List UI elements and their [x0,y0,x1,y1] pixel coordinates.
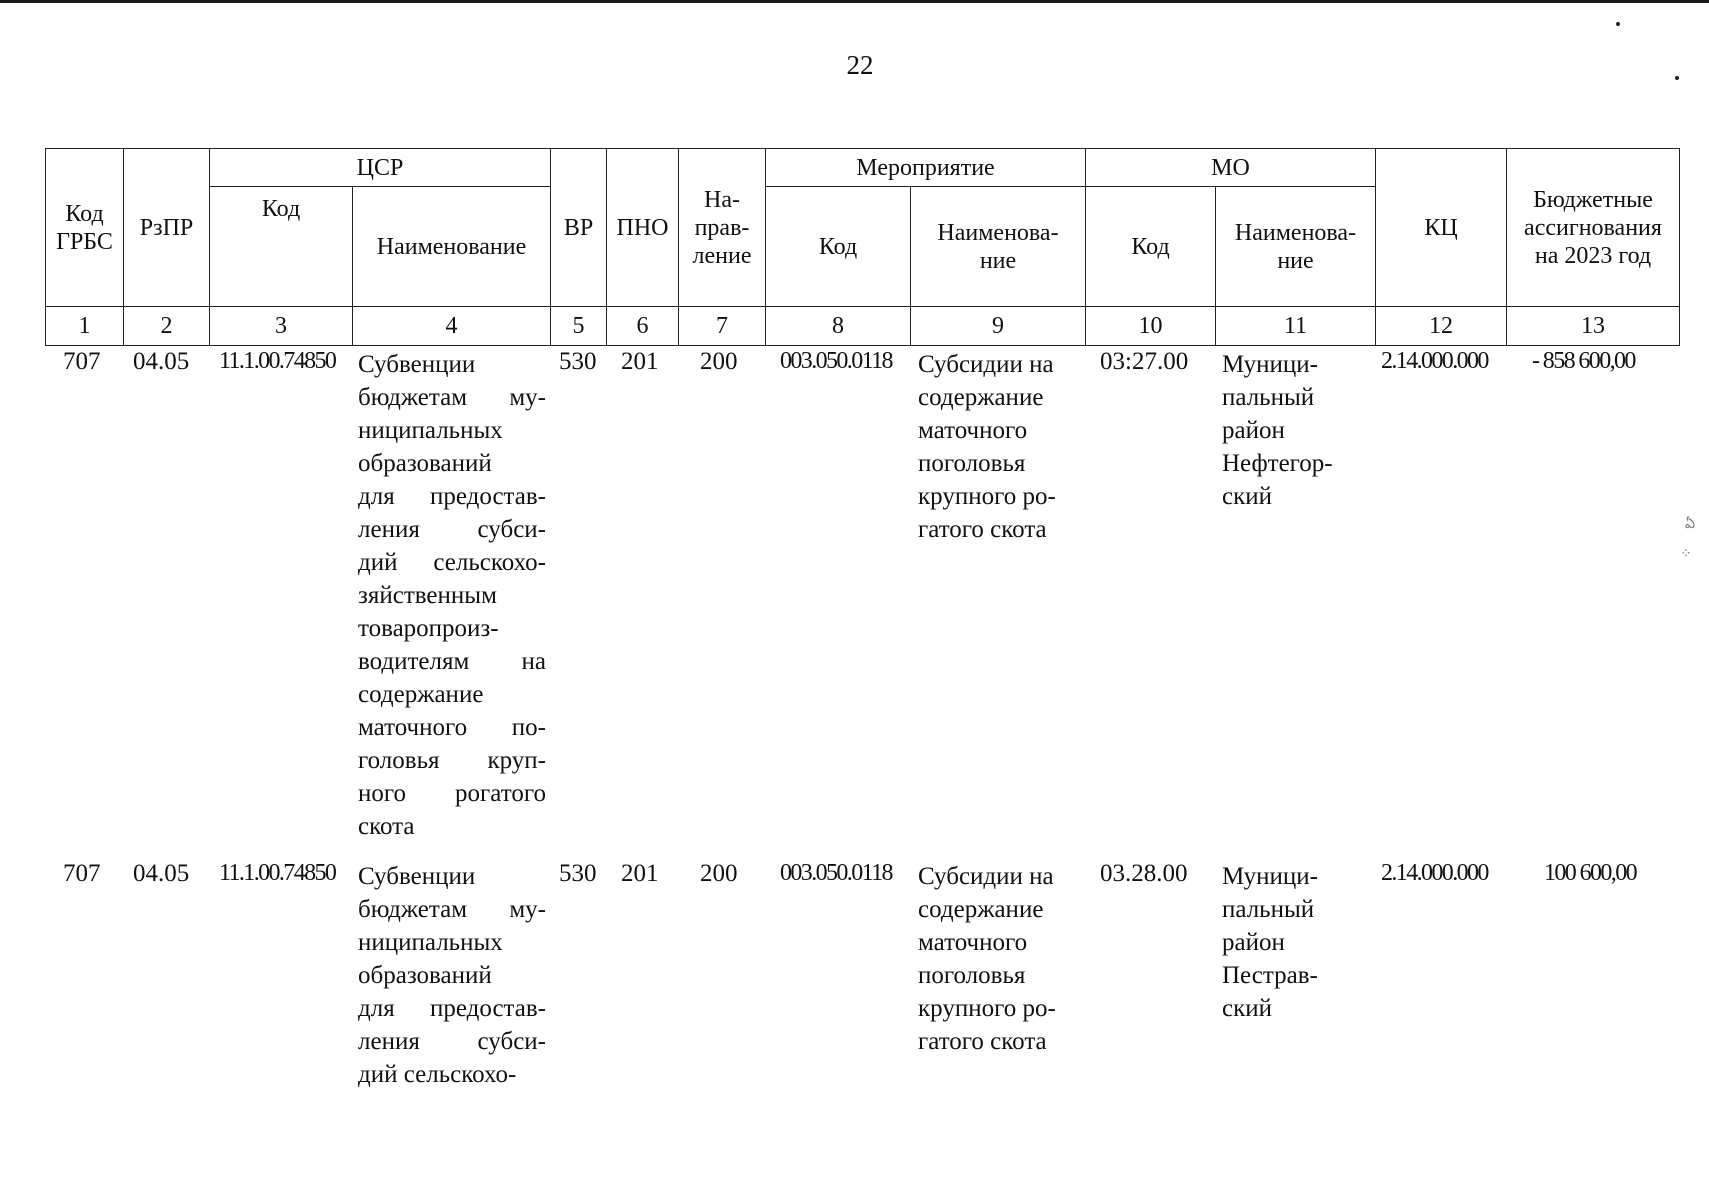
cell-text-line: Муници- [1222,351,1318,378]
cell-mo-name [1222,860,1372,1025]
cell-grbs: 707 [63,860,101,887]
cell-text-line: образований [358,450,492,477]
cell-text-line: крупного ро- [918,995,1056,1022]
cell-text-line: образований [358,962,492,989]
cell-text-line: водителям на [358,648,546,675]
column-number: 7 [679,307,766,346]
column-number: 2 [124,307,210,346]
group-header-event: Мероприятие [766,149,1086,187]
cell-pno: 201 [621,860,659,887]
col-header-kc: КЦ [1376,149,1507,307]
cell-text-line: Муници- [1222,863,1318,890]
cell-mo-name [1222,348,1372,513]
cell-csr-code: 11.1.00.74850 [219,348,336,374]
cell-text-line: поголовья [918,450,1026,477]
group-header-mo: МО [1086,149,1376,187]
cell-text-line: головья круп- [358,747,546,774]
cell-csr-name [358,348,546,843]
cell-text-line: ский [1222,995,1272,1022]
cell-text-line: район [1222,929,1285,956]
budget-table-header [45,148,1680,346]
cell-text-line: содержание [918,896,1044,923]
cell-event-code: 003.050.0118 [780,348,892,374]
cell-text-line: ниципальных [358,417,503,444]
cell-text-line: для предостав- [358,995,546,1022]
cell-text-line: скота [358,813,415,840]
cell-text-line: Пестрав- [1222,962,1318,989]
column-number: 4 [353,307,551,346]
cell-text-line: содержание [918,384,1044,411]
scan-dot [1675,76,1679,80]
cell-text-line: гатого скота [918,1028,1047,1055]
cell-text-line: зяйственным [358,582,497,609]
cell-text-line: ления субси- [358,1028,546,1055]
cell-rzpr: 04.05 [133,860,190,887]
col-header-mo-name: Наименова-ние [1216,187,1376,307]
col-header-event-code: Код [766,187,911,307]
col-header-vr: ВР [551,149,607,307]
column-number: 12 [1376,307,1507,346]
cell-grbs: 707 [63,348,101,375]
cell-text-line: бюджетам му- [358,384,546,411]
cell-rzpr: 04.05 [133,348,190,375]
col-header-event-name: Наименова-ние [911,187,1086,307]
cell-text-line: товаропроиз- [358,615,499,642]
cell-direction: 200 [700,348,738,375]
cell-text-line: маточного [918,929,1028,956]
cell-vr: 530 [559,860,597,887]
cell-amount: 100 600,00 [1544,860,1637,886]
cell-direction: 200 [700,860,738,887]
cell-csr-name [358,860,546,1091]
col-header-amount: Бюджетные ассигнования на 2023 год [1507,149,1680,307]
cell-kc: 2.14.000.000 [1381,348,1488,374]
column-number: 11 [1216,307,1376,346]
scan-dot [1616,22,1620,26]
col-header-csr-name: Наименование [353,187,551,307]
cell-text-line: Нефтегор- [1222,450,1333,477]
page-number: 22 [846,50,874,80]
column-number: 3 [210,307,353,346]
cell-text-line: Субвенции [358,351,476,378]
cell-text-line: дий сельскохо- [358,1061,517,1088]
cell-text-line: поголовья [918,962,1026,989]
cell-pno: 201 [621,348,659,375]
column-number: 10 [1086,307,1216,346]
cell-text-line: дий сельскохо- [358,549,546,576]
column-number: 6 [607,307,679,346]
col-header-grbs: Код ГРБС [46,149,124,307]
cell-event-name [918,348,1080,546]
cell-text-line: Субвенции [358,863,476,890]
cell-text-line: маточного по- [358,714,546,741]
cell-mo-code: 03:27.00 [1100,348,1189,375]
cell-text-line: Субсидии на [918,863,1054,890]
column-number: 8 [766,307,911,346]
scan-speck: ఏ [1685,517,1695,532]
cell-amount: - 858 600,00 [1532,348,1635,374]
col-header-direction: На-прав-ление [679,149,766,307]
cell-text-line: ления субси- [358,516,546,543]
cell-text-line: пальный [1222,384,1315,411]
cell-text-line: район [1222,417,1285,444]
column-number: 9 [911,307,1086,346]
col-header-pno: ПНО [607,149,679,307]
cell-text-line: бюджетам му- [358,896,546,923]
cell-vr: 530 [559,348,597,375]
page-top-edge [0,0,1709,3]
column-number: 5 [551,307,607,346]
cell-text-line: гатого скота [918,516,1047,543]
cell-text-line: ниципальных [358,929,503,956]
cell-text-line: Субсидии на [918,351,1054,378]
cell-event-code: 003.050.0118 [780,860,892,886]
cell-text-line: пальный [1222,896,1315,923]
scan-speck: ⁘ [1680,547,1692,562]
cell-mo-code: 03.28.00 [1100,860,1188,887]
cell-text-line: крупного ро- [918,483,1056,510]
cell-event-name [918,860,1080,1058]
cell-text-line: ский [1222,483,1272,510]
cell-text-line: содержание [358,681,484,708]
col-header-rzpr: РзПР [124,149,210,307]
cell-text-line: для предостав- [358,483,546,510]
cell-text-line: маточного [918,417,1028,444]
col-header-mo-code: Код [1086,187,1216,307]
cell-csr-code: 11.1.00.74850 [219,860,336,886]
cell-kc: 2.14.000.000 [1381,860,1488,886]
column-number: 13 [1507,307,1680,346]
cell-text-line: ного рогатого [358,780,546,807]
group-header-csr: ЦСР [210,149,551,187]
col-header-csr-code: Код [210,187,353,307]
column-number: 1 [46,307,124,346]
